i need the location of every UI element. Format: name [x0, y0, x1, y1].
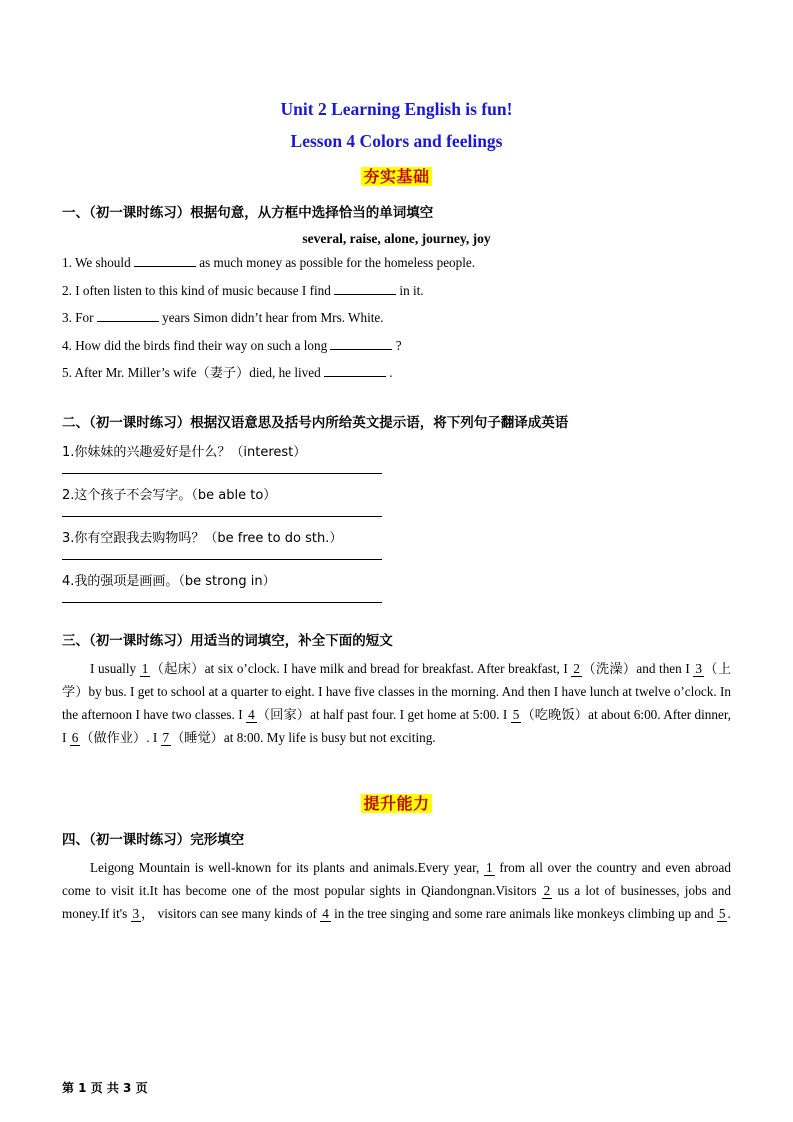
item-text-pre: 3. For: [62, 310, 94, 325]
section-1-item-2: [62, 280, 731, 303]
passage-text: in the tree singing and some rare animals like monkeys climbing up and: [330, 905, 717, 921]
fill-blank[interactable]: 6: [71, 729, 79, 745]
section-4-passage: [62, 856, 731, 925]
fill-blank[interactable]: 7: [162, 729, 170, 745]
page-footer: 第 1 页 共 3 页: [62, 1081, 148, 1095]
section-2-item-3: 3.你有空跟我去购物吗？（be free to do sth.）: [62, 530, 343, 546]
item-text-pre: 2. I often listen to this kind of music because I find: [62, 282, 331, 298]
answer-rule[interactable]: [62, 515, 382, 517]
fill-blank[interactable]: [324, 364, 386, 377]
passage-text: ， visitors can see many kinds of: [141, 905, 321, 921]
fill-blank[interactable]: 5: [512, 706, 520, 722]
fill-blank[interactable]: [134, 254, 196, 267]
fill-blank[interactable]: 5: [718, 905, 726, 921]
section-spacer: [62, 749, 731, 783]
passage-text: （上学）by bus. I get to school at a quarter to eight. I have five classes in the morning. And then I have lunch at twelve o’clock. In the afternoon I have two classes. I: [62, 660, 732, 722]
fill-blank[interactable]: 2: [573, 660, 581, 676]
section-banner-basics: [62, 164, 731, 187]
passage-text: （睡觉）at 8:00. My life is busy but not exciting.: [171, 729, 436, 745]
passage-text: from all over the country and even abroad come to visit it.It has become one of the most popular sights in Qiandongnan.Visitors: [62, 859, 731, 898]
fill-blank[interactable]: 1: [141, 660, 149, 676]
section-2-item-4: 4.我的强项是画画。（be strong in）: [62, 573, 276, 589]
answer-rule[interactable]: [62, 601, 382, 603]
item-text-pre: 1. We should: [62, 255, 131, 270]
fill-blank[interactable]: 3: [695, 660, 702, 676]
section-2-item-1: 1.你妹妹的兴趣爱好是什么？（interest）: [62, 444, 307, 460]
passage-text: us a lot of businesses, jobs and money.If it's: [62, 882, 731, 921]
section-1-item-3: [62, 307, 731, 330]
fill-blank[interactable]: [97, 309, 159, 322]
section-3-passage: [62, 657, 731, 749]
section-2-item-2: 2.这个孩子不会写字。（be able to）: [62, 487, 277, 503]
section-3-heading: 三、（初一课时练习）用适当的词填空，补全下面的短文: [62, 632, 393, 648]
passage-text: Leigong Mountain is well-known for its plants and animals.Every year,: [90, 859, 485, 875]
passage-text: （洗澡）and then I: [582, 660, 694, 676]
section-1-item-5: [62, 362, 731, 385]
section-4-heading: 四、（初一课时练习）完形填空: [62, 831, 245, 847]
fill-blank[interactable]: 4: [248, 706, 255, 722]
fill-blank[interactable]: 1: [486, 859, 493, 875]
item-text-post: ?: [395, 337, 402, 353]
item-text-post: in it.: [399, 282, 424, 298]
item-text-pre: 4. How did the birds find their way on such a long: [62, 337, 328, 353]
answer-rule[interactable]: [62, 472, 382, 474]
section-1-wordbank: several, raise, alone, journey, joy: [302, 231, 491, 246]
passage-text: （起床）at six o’clock. I have milk and bread for breakfast. After breakfast, I: [150, 660, 572, 676]
item-text-post: as much money as possible for the homeless people.: [199, 255, 476, 270]
fill-blank[interactable]: 2: [543, 882, 551, 898]
fill-blank[interactable]: 3: [132, 905, 140, 921]
fill-blank[interactable]: [330, 337, 392, 350]
section-1-item-4: [62, 335, 731, 358]
item-text-post: years Simon didn’t hear from Mrs. White.: [162, 310, 384, 325]
answer-rule[interactable]: [62, 558, 382, 560]
passage-text: I usually: [90, 660, 140, 676]
section-banner-advanced-text: 提升能力: [363, 793, 430, 813]
page-title-line-2: Lesson 4 Colors and feelings: [290, 131, 503, 151]
passage-text: （回家）at half past four. I get home at 5:00. I: [256, 706, 511, 722]
fill-blank[interactable]: [334, 282, 396, 295]
passage-text: （吃晚饭）at about 6:00. After dinner, I: [62, 706, 731, 745]
section-1-heading: 一、（初一课时练习）根据句意，从方框中选择恰当的单词填空: [62, 205, 434, 220]
item-text-post: .: [389, 365, 393, 380]
item-text-pre: 5. After Mr. Miller’s wife（妻子）died, he lived: [62, 365, 321, 380]
section-banner-advanced: [62, 791, 731, 814]
passage-text: （做作业）. I: [80, 729, 161, 745]
passage-text: .: [727, 905, 731, 921]
page-title-line-1: Unit 2 Learning English is fun!: [280, 99, 513, 119]
section-banner-basics-text: 夯实基础: [363, 167, 430, 186]
section-1-item-1: [62, 252, 731, 275]
fill-blank[interactable]: 4: [322, 905, 329, 921]
section-2-heading: 二、（初一课时练习）根据汉语意思及括号内所给英文提示语，将下列句子翻译成英语: [62, 414, 569, 430]
